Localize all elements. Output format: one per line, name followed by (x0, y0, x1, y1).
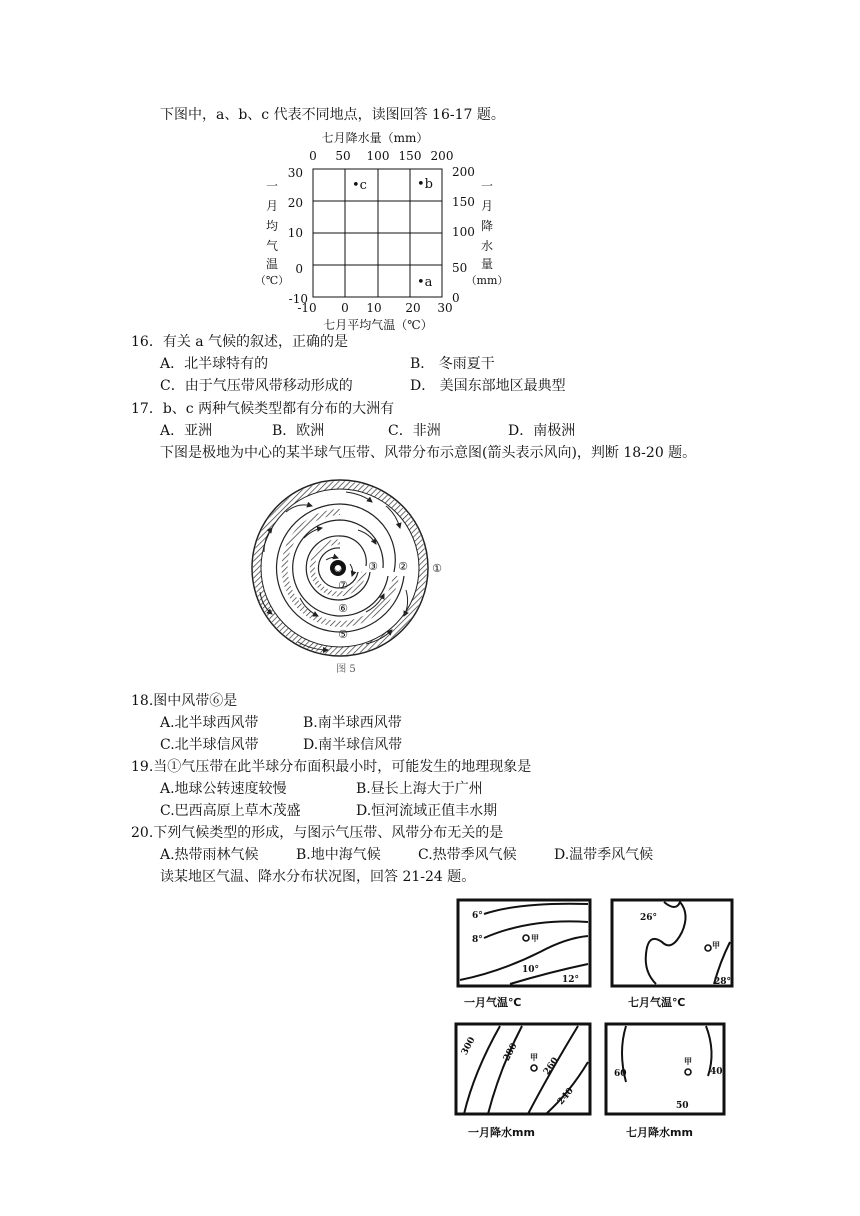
label-7: ⑦ (338, 579, 348, 592)
left-label: 月 (265, 199, 279, 213)
left-label: 均 (265, 219, 279, 233)
label-5: ⑤ (338, 628, 348, 641)
q16-option-c: C．由于气压带风带移动形成的 (160, 378, 353, 394)
intro-18-20: 下图是极地为中心的某半球气压带、风带分布示意图(箭头表示风向)，判断 18-20 题。 (160, 445, 697, 461)
label-4: ④ (333, 565, 343, 575)
isoline-label: 10° (522, 965, 540, 975)
bottom-tick: -10 (297, 301, 317, 315)
point-b: •b (417, 177, 433, 192)
right-label: 一 (480, 179, 494, 193)
isoline-label: 300 (459, 1035, 478, 1057)
left-label: 一 (265, 179, 279, 193)
right-tick: 0 (452, 291, 460, 305)
isoline-label: 60 (614, 1069, 627, 1079)
right-label: 水 (480, 239, 494, 253)
place-marker (685, 1069, 691, 1075)
place-marker (705, 945, 711, 951)
top-tick: 150 (398, 149, 422, 163)
bottom-axis-title: 七月平均气温（℃） (323, 318, 433, 332)
figure-caption: 图 5 (336, 664, 356, 675)
map-jan-temp (458, 900, 590, 1009)
q19-option-c: C.巴西高原上草木茂盛 (160, 803, 301, 819)
left-tick: 20 (287, 196, 303, 210)
isoline-label: 50 (676, 1101, 689, 1111)
isoline-label: 40 (710, 1067, 723, 1077)
label-6: ⑥ (338, 602, 348, 615)
right-label: 月 (480, 199, 494, 213)
place-marker (523, 935, 529, 941)
q18-option-b: B.南半球西风带 (303, 715, 402, 731)
right-tick: 100 (452, 225, 475, 239)
left-label: （℃） (254, 274, 290, 287)
q17-option-d: D．南极洲 (508, 423, 576, 439)
right-label: （mm） (465, 274, 509, 287)
map-caption: 七月气温℃ (628, 996, 686, 1009)
map-jul-temp (612, 900, 732, 1009)
q20-option-a: A.热带雨林气候 (160, 847, 259, 863)
q18-option-a: A.北半球西风带 (160, 715, 259, 731)
label-1: ① (432, 562, 442, 575)
top-axis-title: 七月降水量（mm） (321, 131, 429, 145)
map-caption: 一月气温℃ (464, 996, 522, 1009)
q16-stem: 16．有关 a 气候的叙述，正确的是 (131, 334, 349, 350)
left-label: 温 (265, 257, 279, 271)
climate-grid-chart (250, 126, 509, 334)
bottom-tick: 20 (405, 301, 421, 315)
map-jan-rain (456, 1024, 590, 1139)
q19-option-a: A.地球公转速度较慢 (160, 781, 287, 797)
place-label: 甲 (530, 1053, 538, 1062)
right-label: 降 (480, 219, 494, 233)
label-3: ③ (368, 560, 378, 573)
left-tick: -10 (288, 292, 308, 306)
top-tick: 100 (366, 149, 390, 163)
left-tick: 0 (295, 262, 303, 276)
point-c: •c (352, 178, 367, 193)
bottom-tick: 0 (341, 301, 349, 315)
right-tick: 150 (452, 195, 475, 209)
q19-option-b: B.昼长上海大于广州 (356, 781, 483, 797)
isoline-label: 280 (501, 1041, 520, 1063)
pressure-wind-belt-diagram (246, 472, 446, 678)
isoline-label: 240 (556, 1086, 576, 1107)
q17-option-a: A．亚洲 (160, 423, 213, 439)
place-marker (531, 1065, 537, 1071)
q18-option-d: D.南半球信风带 (303, 737, 403, 753)
q17-option-b: B．欧洲 (272, 423, 325, 439)
q18-option-c: C.北半球信风带 (160, 737, 259, 753)
isoline-label: 8° (472, 935, 483, 945)
bottom-tick: 10 (366, 301, 382, 315)
q16-option-d: D． 美国东部地区最典型 (410, 378, 566, 394)
top-tick: 0 (309, 149, 317, 163)
q20-option-c: C.热带季风气候 (418, 847, 517, 863)
q20-stem: 20.下列气候类型的形成，与图示气压带、风带分布无关的是 (131, 825, 504, 841)
isoline-maps (450, 892, 740, 1140)
right-tick: 50 (452, 261, 468, 275)
q16-option-b: B． 冬雨夏干 (410, 356, 495, 372)
isoline-label: 28° (714, 977, 732, 987)
top-tick: 50 (335, 149, 351, 163)
isoline-label: 26° (640, 913, 658, 923)
place-label: 甲 (712, 941, 720, 950)
intro-16-17: 下图中，a、b、c 代表不同地点，读图回答 16-17 题。 (160, 107, 505, 123)
top-tick: 200 (430, 149, 454, 163)
q19-option-d: D.恒河流域正值丰水期 (356, 803, 498, 819)
intro-21-24: 读某地区气温、降水分布状况图，回答 21-24 题。 (160, 869, 476, 885)
point-a: •a (417, 275, 433, 290)
q16-option-a: A．北半球特有的 (160, 356, 269, 372)
isoline-label: 260 (541, 1055, 561, 1077)
label-2: ② (398, 560, 408, 573)
q20-option-b: B.地中海气候 (296, 847, 381, 863)
place-label: 甲 (684, 1057, 692, 1066)
right-label: 量 (480, 257, 494, 271)
map-jul-rain (606, 1024, 724, 1139)
isoline-label: 6° (472, 911, 483, 921)
place-label: 甲 (531, 934, 539, 943)
q17-option-c: C．非洲 (388, 423, 441, 439)
bottom-tick: 30 (437, 301, 453, 315)
left-tick: 30 (287, 166, 303, 180)
q18-stem: 18.图中风带⑥是 (131, 693, 238, 709)
map-caption: 一月降水mm (468, 1126, 535, 1139)
q17-stem: 17．b、c 两种气候类型都有分布的大洲有 (131, 401, 395, 417)
left-tick: 10 (287, 226, 303, 240)
q19-stem: 19.当①气压带在此半球分布面积最小时，可能发生的地理现象是 (131, 759, 532, 775)
isoline-label: 12° (562, 975, 580, 985)
left-label: 气 (265, 239, 279, 253)
map-caption: 七月降水mm (626, 1126, 693, 1139)
right-tick: 200 (452, 165, 475, 179)
q20-option-d: D.温带季风气候 (554, 847, 654, 863)
